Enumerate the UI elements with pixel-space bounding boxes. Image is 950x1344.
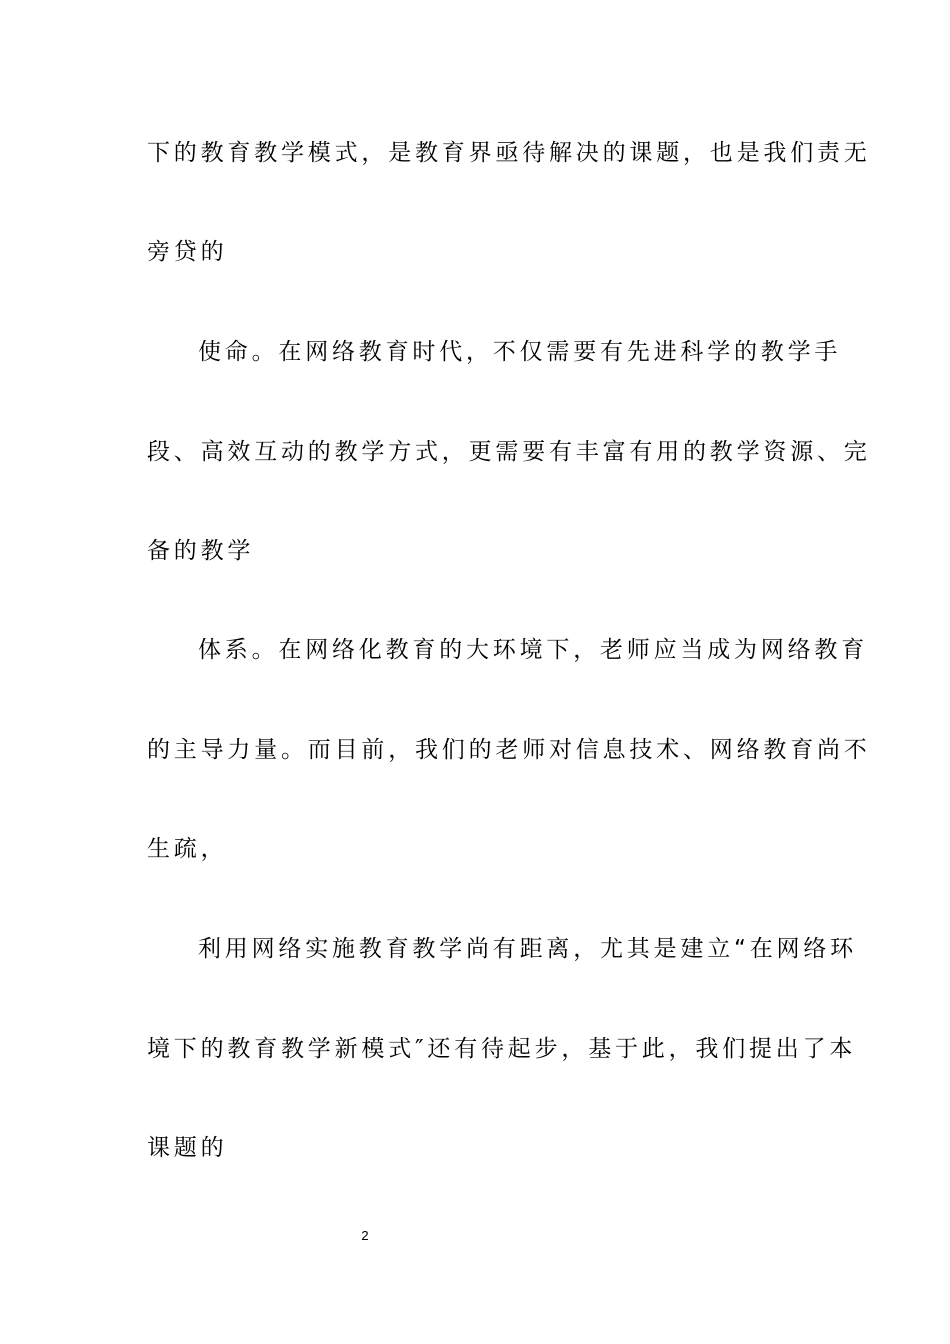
text-line-1: 下的教育教学模式，是教育界亟待解决的课题，也是我们责无 (147, 140, 871, 166)
text-line-9: 利用网络实施教育教学尚有距离，尤其是建立“在网络环 (198, 936, 857, 962)
page-number: 2 (361, 1228, 369, 1243)
text-line-10: 境下的教育教学新模式″还有待起步，基于此，我们提出了本 (147, 1036, 857, 1062)
text-line-2: 旁贷的 (147, 239, 228, 265)
text-line-6: 体系。在网络化教育的大环境下，老师应当成为网络教育 (198, 637, 868, 663)
text-line-3: 使命。在网络教育时代，不仅需要有先进科学的教学手 (198, 339, 842, 365)
text-line-4: 段、高效互动的教学方式，更需要有丰富有用的教学资源、完 (147, 439, 871, 465)
text-line-5: 备的教学 (147, 538, 255, 564)
text-line-7: 的主导力量。而目前，我们的老师对信息技术、网络教育尚不 (147, 737, 871, 763)
text-line-8: 生疏， (147, 836, 228, 862)
text-line-11: 课题的 (147, 1135, 228, 1161)
